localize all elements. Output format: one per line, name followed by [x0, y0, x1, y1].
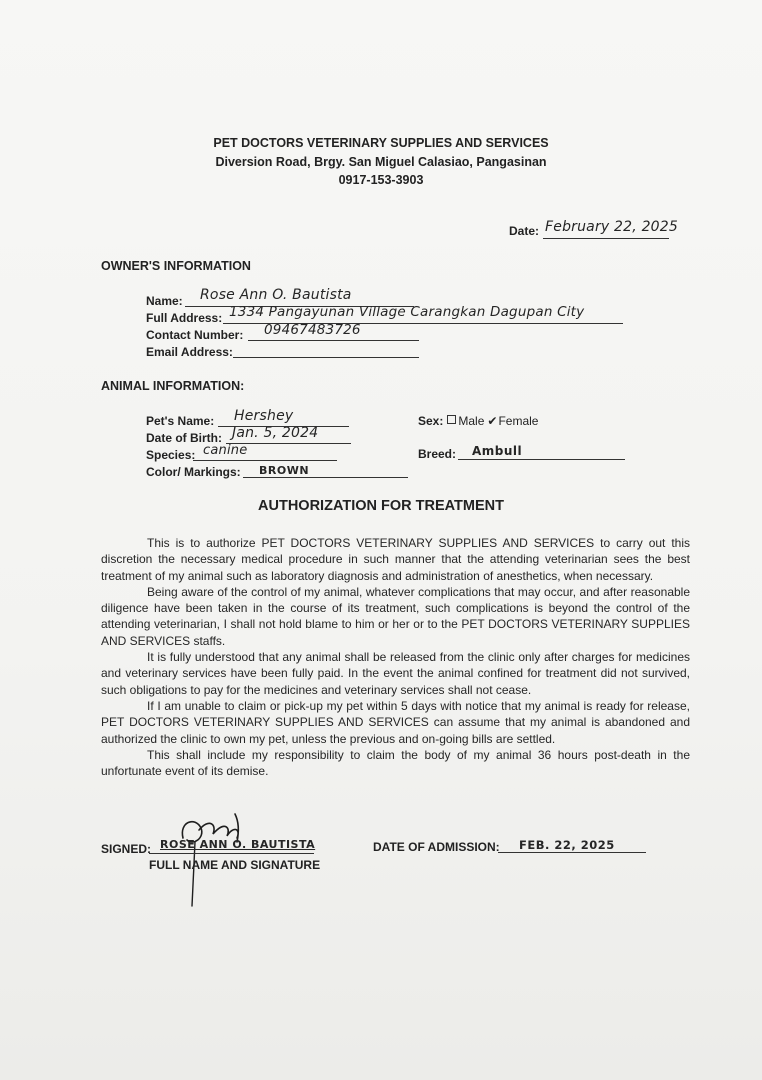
- company-name: PET DOCTORS VETERINARY SUPPLIES AND SERVICES: [213, 136, 549, 150]
- date-label: Date:: [509, 224, 540, 238]
- owner-email-label: Email Address:: [146, 345, 233, 359]
- species-line: [193, 460, 337, 461]
- male-option-label: Male: [458, 414, 485, 428]
- pet-name-value: Hershey: [234, 408, 294, 424]
- female-option-label: Female: [498, 414, 539, 428]
- authorization-title: AUTHORIZATION FOR TREATMENT: [258, 498, 504, 514]
- owner-contact-label: Contact Number:: [146, 328, 244, 342]
- authorization-body: [101, 535, 690, 779]
- species-label: Species:: [146, 448, 196, 462]
- sex-label: Sex:: [418, 414, 444, 428]
- owner-section-title: OWNER'S INFORMATION: [101, 259, 251, 273]
- sex-field: [418, 414, 538, 428]
- owner-contact-line: [248, 340, 419, 341]
- date-line: [543, 238, 669, 239]
- color-line: [243, 477, 408, 478]
- admission-value: FEB. 22, 2025: [519, 838, 615, 852]
- owner-name-label: Name:: [146, 294, 183, 308]
- signature-line: [149, 853, 314, 854]
- authorization-paragraph: This shall include my responsibility to claim the body of my animal 36 hours post-death in the unfortunate event of its demise.: [101, 747, 690, 779]
- pet-name-label: Pet's Name:: [146, 414, 215, 428]
- breed-line: [458, 459, 625, 460]
- authorization-paragraph: If I am unable to claim or pick-up my pet within 5 days with notice that my animal is ready for release, PET DOCTORS VETERINARY SUPPLIES AND SERVICES can assume that my animal is abandoned and authorized the clinic to own my pet, unless the previous and on-going bills are settled.: [101, 698, 690, 746]
- animal-section-title: ANIMAL INFORMATION:: [101, 379, 245, 393]
- authorization-paragraph: It is fully understood that any animal shall be released from the clinic only after charges for medicines and veterinary services have been fully paid. In the event the animal confined for treatment did not survived, such obligations to pay for the medicines and veterinary services shall not cease.: [101, 650, 690, 697]
- company-address: Diversion Road, Brgy. San Miguel Calasiao, Pangasinan: [215, 155, 547, 169]
- species-value: canine: [203, 443, 248, 458]
- signature-caption: FULL NAME AND SIGNATURE: [149, 858, 321, 872]
- admission-label: DATE OF ADMISSION:: [373, 840, 500, 854]
- owner-contact-value: 09467483726: [264, 322, 361, 338]
- color-label: Color/ Markings:: [146, 465, 241, 479]
- signed-name: ROSE ANN O. BAUTISTA: [160, 838, 316, 851]
- dob-value: Jan. 5, 2024: [232, 425, 319, 441]
- company-phone: 0917-153-3903: [338, 173, 424, 187]
- date-value: February 22, 2025: [545, 219, 678, 235]
- breed-value: Ambull: [472, 444, 523, 458]
- color-value: BROWN: [259, 464, 310, 477]
- owner-address-value: 1334 Pangayunan Village Carangkan Dagupan City: [229, 304, 585, 320]
- signed-label: SIGNED:: [101, 842, 152, 856]
- owner-email-line: [233, 357, 419, 358]
- authorization-paragraph: This is to authorize PET DOCTORS VETERINARY SUPPLIES AND SERVICES to carry out this discretion the necessary medical procedure in such manner that the attending veterinarian sees the best treatment of my animal such as laboratory diagnosis and administration of anesthetics, when necessary.: [101, 536, 690, 583]
- admission-line: [498, 852, 646, 853]
- owner-name-value: Rose Ann O. Bautista: [200, 287, 352, 303]
- male-checkbox[interactable]: [447, 415, 456, 424]
- breed-label: Breed:: [418, 447, 457, 461]
- authorization-paragraph: Being aware of the control of my animal, whatever complications that may occur, and after reasonable diligence have been taken in the course of its treatment, such complications is beyond the control of the attending veterinarian, I shall not hold blame to him or her or to the PET DOCTORS VETERINARY SUPPLIES AND SERVICES staffs.: [101, 584, 690, 648]
- female-check-icon[interactable]: ✔: [487, 414, 498, 428]
- dob-label: Date of Birth:: [146, 431, 222, 445]
- owner-address-label: Full Address:: [146, 311, 223, 325]
